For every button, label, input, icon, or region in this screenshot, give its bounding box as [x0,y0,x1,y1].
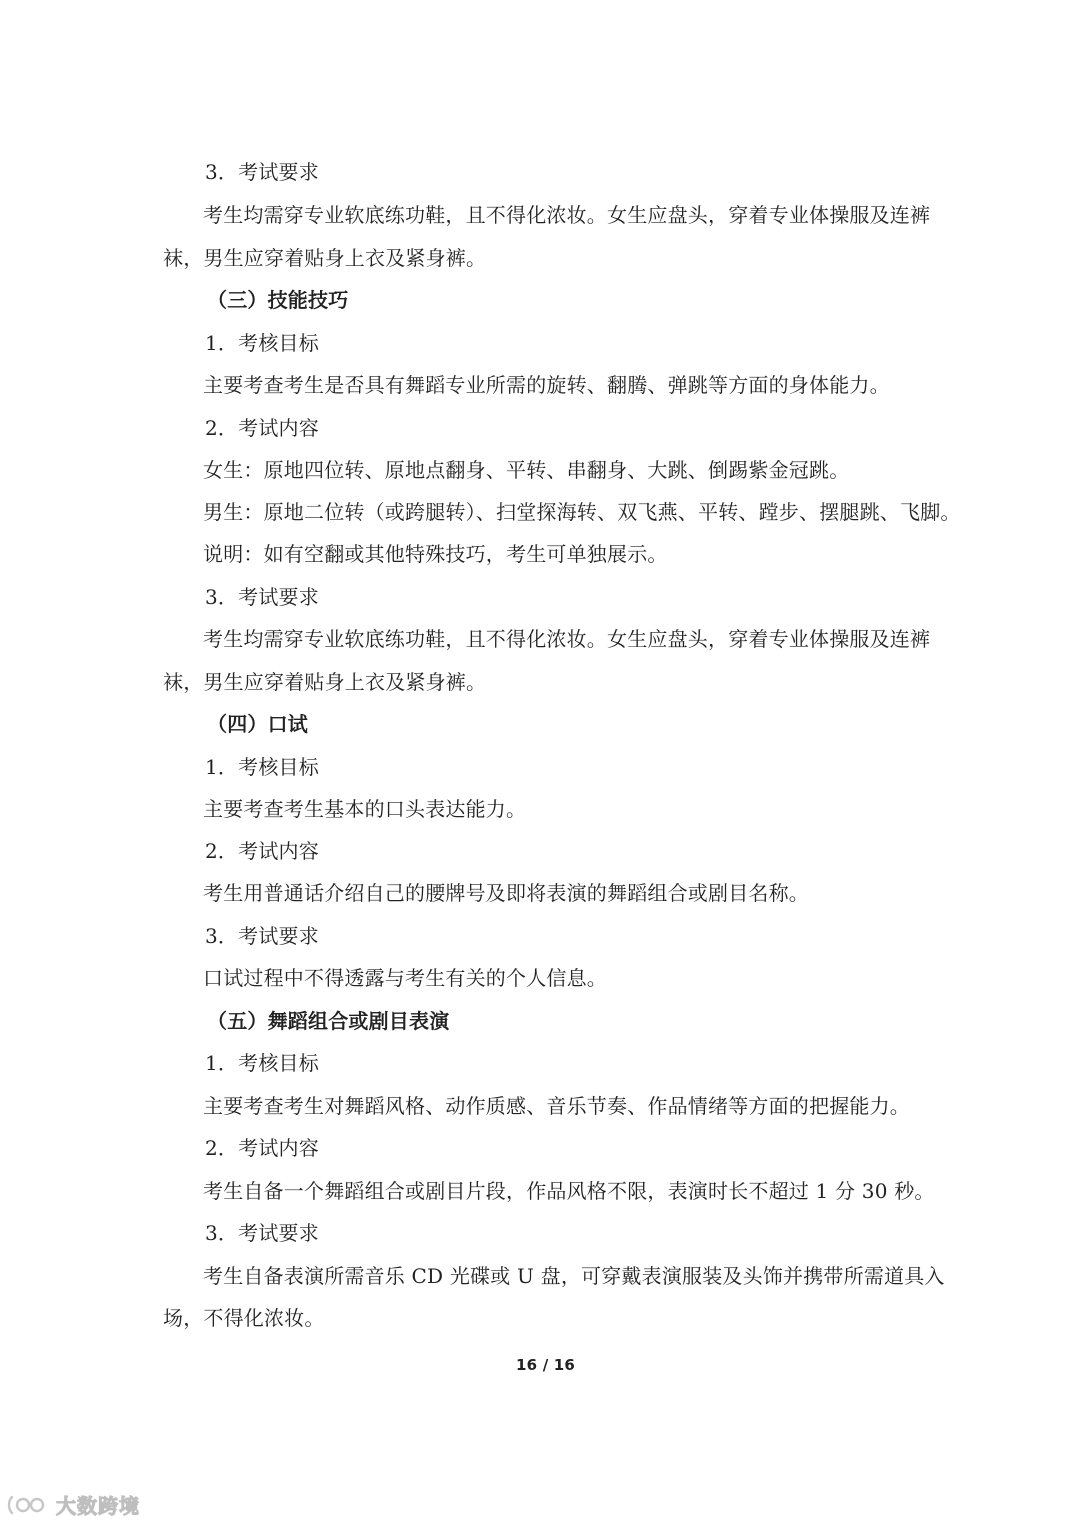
text-line: 1．考核目标 [205,331,319,355]
text-line: 说明：如有空翻或其他特殊技巧，考生可单独展示。 [203,542,668,566]
watermark [6,1490,140,1519]
text-line: 2．考试内容 [205,416,319,440]
text-line: 女生：原地四位转、原地点翻身、平转、串翻身、大跳、倒踢紫金冠跳。 [203,458,850,482]
text-line: 3．考试要求 [205,1221,319,1245]
section-heading: （四）口试 [207,712,308,736]
text-line: 考生均需穿专业软底练功鞋，且不得化浓妆。女生应盘头，穿着专业体操服及连裤 [203,203,931,227]
text-line: 考生均需穿专业软底练功鞋，且不得化浓妆。女生应盘头，穿着专业体操服及连裤 [203,627,931,651]
text-line: 考生用普通话介绍自己的腰牌号及即将表演的舞蹈组合或剧目名称。 [203,881,809,905]
text-line: 主要考查考生对舞蹈风格、动作质感、音乐节奏、作品情绪等方面的把握能力。 [203,1094,910,1118]
text-line: 3．考试要求 [205,160,319,184]
text-line: 主要考查考生基本的口头表达能力。 [203,797,527,821]
text-line: 男生：原地二位转（或跨腿转）、扫堂探海转、双飞燕、平转、蹚步、摆腿跳、飞脚。 [203,500,961,524]
text-line: 考生自备表演所需音乐 CD 光碟或 U 盘，可穿戴表演服装及头饰并携带所需道具入 [203,1264,945,1288]
text-line: 2．考试内容 [205,1136,319,1160]
text-line: 1．考核目标 [205,755,319,779]
watermark-logo-icon [6,1493,50,1517]
page-number: 16 / 16 [516,1356,576,1374]
text-line: 3．考试要求 [205,924,319,948]
text-line: 3．考试要求 [205,585,319,609]
text-line: 袜，男生应穿着贴身上衣及紧身裤。 [163,670,487,694]
text-line: 2．考试内容 [205,839,319,863]
text-line: 场，不得化浓妆。 [163,1306,325,1330]
text-line: 考生自备一个舞蹈组合或剧目片段，作品风格不限，表演时长不超过 1 分 30 秒。 [203,1179,935,1203]
text-line: 主要考查考生是否具有舞蹈专业所需的旋转、翻腾、弹跳等方面的身体能力。 [203,373,890,397]
watermark-text: 大数跨境 [56,1494,140,1518]
section-heading: （三）技能技巧 [207,288,349,312]
text-line: 1．考核目标 [205,1051,319,1075]
text-line: 口试过程中不得透露与考生有关的个人信息。 [203,966,607,990]
text-line: 袜，男生应穿着贴身上衣及紧身裤。 [163,246,487,270]
section-heading: （五）舞蹈组合或剧目表演 [207,1009,450,1033]
